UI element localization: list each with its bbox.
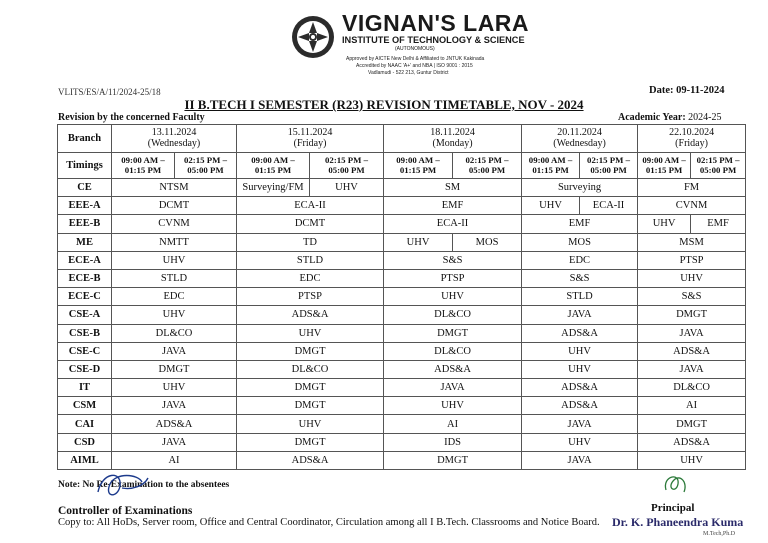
table-row [58,179,746,197]
exam-subject: UHV [237,415,384,433]
slot-time: 05:00 PM [468,164,506,175]
document-reference: VLITS/ES/A/11/2024-25/18 [58,87,161,97]
exam-subject: DMGT [237,433,384,451]
exam-subject: IDS [384,433,522,451]
exam-subject: AI [112,451,237,469]
day-date: 13.11.2024 [151,127,197,138]
exam-subject: EDC [237,269,384,287]
accreditation-line-1: Approved by AICTE New Delhi & Affiliated to JNTUK Kakinada [346,56,485,62]
exam-subject: UHV [384,233,453,251]
exam-subject: EMF [384,197,522,215]
exam-subject: DMGT [638,306,746,324]
table-row [58,233,746,251]
day-name: (Wednesday) [147,137,201,149]
exam-subject: DMGT [237,379,384,397]
exam-subject: ADS&A [638,342,746,360]
exam-subject: JAVA [638,324,746,342]
table-row [58,251,746,269]
branch-name: CSM [58,397,112,415]
exam-subject: Surveying [522,179,638,197]
exam-subject: UHV [384,288,522,306]
day-header [237,125,384,153]
branch-name: IT [58,379,112,397]
timings-row [58,153,746,179]
slot-time: 05:00 PM [590,164,627,175]
exam-subject: ADS&A [237,306,384,324]
principal-name: Dr. K. Phaneendra Kuma [612,515,744,529]
exam-subject: AI [638,397,746,415]
branch-name: CAI [58,415,112,433]
table-row [58,197,746,215]
slot-time: 09:00 AM – [121,155,165,166]
exam-subject: ADS&A [522,379,638,397]
slot-time: 01:15 PM [532,164,569,175]
table-row [58,342,746,360]
exam-subject: STLD [522,288,638,306]
slot-time: 05:00 PM [328,164,365,175]
exam-subject: DMGT [112,360,237,378]
exam-subject: MSM [638,233,746,251]
exam-subject: ECA-II [580,197,638,215]
exam-subject: STLD [112,269,237,287]
slot-pm [691,153,746,179]
table-row [58,415,746,433]
slot-am [522,153,580,179]
slot-time: 01:15 PM [124,164,162,175]
exam-subject: JAVA [384,379,522,397]
principal-signature-icon [658,470,692,498]
exam-subject: JAVA [522,415,638,433]
exam-subject: S&S [638,288,746,306]
day-name: (Friday) [293,137,327,149]
day-name: (Monday) [432,137,473,149]
branch-name: CE [58,179,112,197]
exam-subject: UHV [112,306,237,324]
branch-name: ECE-A [58,251,112,269]
academic-year [618,112,722,123]
principal-label: Principal [651,502,695,514]
exam-subject: ADS&A [638,433,746,451]
exam-subject: EMF [522,215,638,233]
exam-subject: DL&CO [638,379,746,397]
table-row [58,215,746,233]
exam-subject: S&S [522,269,638,287]
exam-subject: MOS [453,233,522,251]
exam-subject: ADS&A [112,415,237,433]
address-line: Vadlamudi - 522 213, Guntur District [368,70,449,76]
table-row [58,306,746,324]
exam-subject: ECA-II [237,197,384,215]
slot-time: 09:00 AM – [251,155,295,166]
exam-subject: DCMT [112,197,237,215]
branch-name: CSD [58,433,112,451]
exam-subject: CVNM [638,197,746,215]
timings-label: Timings [58,153,112,179]
slot-time: 09:00 AM – [396,155,440,166]
exam-subject: DMGT [384,451,522,469]
exam-subject: FM [638,179,746,197]
slot-time: 09:00 AM – [642,155,686,166]
academic-year-value: 2024-25 [688,112,722,123]
day-header [522,125,638,153]
exam-subject: S&S [384,251,522,269]
branch-name: ECE-B [58,269,112,287]
table-row [58,397,746,415]
day-date: 15.11.2024 [287,127,333,138]
slot-am [237,153,310,179]
exam-subject: DL&CO [384,306,522,324]
day-date: 20.11.2024 [557,127,602,138]
exam-subject: ADS&A [384,360,522,378]
exam-subject: SM [384,179,522,197]
day-header [638,125,746,153]
day-name: (Friday) [675,137,708,149]
table-row [58,324,746,342]
copy-to-line: Copy to: All HoDs, Server room, Office and Central Coordinator, Circulation among all I B.Tech. Classrooms and Notice Board. [58,517,600,528]
exam-subject: EDC [112,288,237,306]
branch-header: Branch [58,125,112,153]
day-header [112,125,237,153]
exam-subject: DL&CO [237,360,384,378]
exam-subject: DMGT [237,342,384,360]
branch-name: AIML [58,451,112,469]
page-title: II B.TECH I SEMESTER (R23) REVISION TIMETABLE, NOV - 2024 [184,97,584,112]
exam-subject: UHV [522,360,638,378]
branch-name: ME [58,233,112,251]
principal-qualifications: M.Tech,Ph.D [703,531,736,537]
table-row [58,451,746,469]
slot-time: 01:15 PM [399,164,437,175]
exam-subject: UHV [522,433,638,451]
slot-pm [580,153,638,179]
academic-year-label: Academic Year: [618,112,686,123]
exam-subject: ADS&A [237,451,384,469]
exam-subject: UHV [638,269,746,287]
exam-subject: DL&CO [384,342,522,360]
document-date: Date: 09-11-2024 [649,85,725,96]
slot-am [638,153,691,179]
table-row [58,379,746,397]
exam-subject: JAVA [638,360,746,378]
exam-subject: PTSP [237,288,384,306]
slot-time: 01:15 PM [254,164,292,175]
institution-name: VIGNAN'S LARA [342,10,530,36]
slot-time: 05:00 PM [699,164,737,175]
exam-subject: NMTT [112,233,237,251]
branch-name: ECE-C [58,288,112,306]
exam-subject: Surveying/FM [237,179,310,197]
slot-time: 02:15 PM – [696,155,740,166]
exam-subject: ADS&A [522,397,638,415]
exam-subject: PTSP [638,251,746,269]
table-row [58,269,746,287]
exam-subject: MOS [522,233,638,251]
exam-subject: UHV [522,197,580,215]
slot-time: 02:15 PM – [587,155,631,166]
exam-subject: JAVA [112,397,237,415]
institute-logo-icon [290,14,336,60]
institution-subtitle: INSTITUTE OF TECHNOLOGY & SCIENCE [342,35,525,45]
slot-time: 02:15 PM – [325,155,369,166]
exam-subject: AI [384,415,522,433]
exam-subject: DMGT [384,324,522,342]
slot-am [384,153,453,179]
branch-name: CSE-A [58,306,112,324]
exam-subject: JAVA [522,451,638,469]
table-row [58,433,746,451]
exam-subject: UHV [638,215,691,233]
exam-subject: JAVA [112,433,237,451]
exam-subject: STLD [237,251,384,269]
slot-time: 09:00 AM – [528,155,573,166]
exam-subject: DMGT [237,397,384,415]
day-date: 22.10.2024 [669,127,715,138]
autonomous-label: (AUTONOMOUS) [395,46,435,52]
branch-name: CSE-C [58,342,112,360]
branch-name: EEE-A [58,197,112,215]
exam-subject: ADS&A [522,324,638,342]
exam-subject: UHV [237,324,384,342]
exam-subject: DMGT [638,415,746,433]
exam-subject: UHV [638,451,746,469]
timetable [57,124,746,470]
exam-subject: UHV [384,397,522,415]
exam-subject: NTSM [112,179,237,197]
revision-note: Revision by the concerned Faculty [58,112,205,123]
day-date: 18.11.2024 [430,127,475,138]
branch-name: EEE-B [58,215,112,233]
exam-subject: UHV [112,379,237,397]
exam-subject: JAVA [112,342,237,360]
branch-name: CSE-B [58,324,112,342]
header-row [58,125,746,153]
exam-subject: UHV [522,342,638,360]
exam-subject: TD [237,233,384,251]
table-row [58,288,746,306]
slot-time: 01:15 PM [645,164,683,175]
controller-of-examinations: Controller of Examinations [58,505,193,517]
slot-am [112,153,175,179]
table-row [58,360,746,378]
day-name: (Wednesday) [553,137,606,149]
slot-pm [175,153,237,179]
slot-time: 02:15 PM – [184,155,227,166]
exam-subject: EDC [522,251,638,269]
exam-subject: ECA-II [384,215,522,233]
coe-signature-icon [92,468,152,502]
day-header [384,125,522,153]
exam-subject: CVNM [112,215,237,233]
slot-pm [310,153,384,179]
exam-subject: EMF [691,215,746,233]
slot-pm [453,153,522,179]
exam-subject: DCMT [237,215,384,233]
exam-subject: PTSP [384,269,522,287]
exam-subject: UHV [310,179,384,197]
exam-subject: JAVA [522,306,638,324]
footer-note: Note: No Re-Examination to the absentees [58,480,230,490]
branch-name: CSE-D [58,360,112,378]
exam-subject: UHV [112,251,237,269]
slot-time: 02:15 PM – [465,155,509,166]
accreditation-line-2: Accredited by NAAC 'A+' and NBA | ISO 9001 : 2015 [356,63,473,69]
exam-subject: DL&CO [112,324,237,342]
slot-time: 05:00 PM [187,164,224,175]
